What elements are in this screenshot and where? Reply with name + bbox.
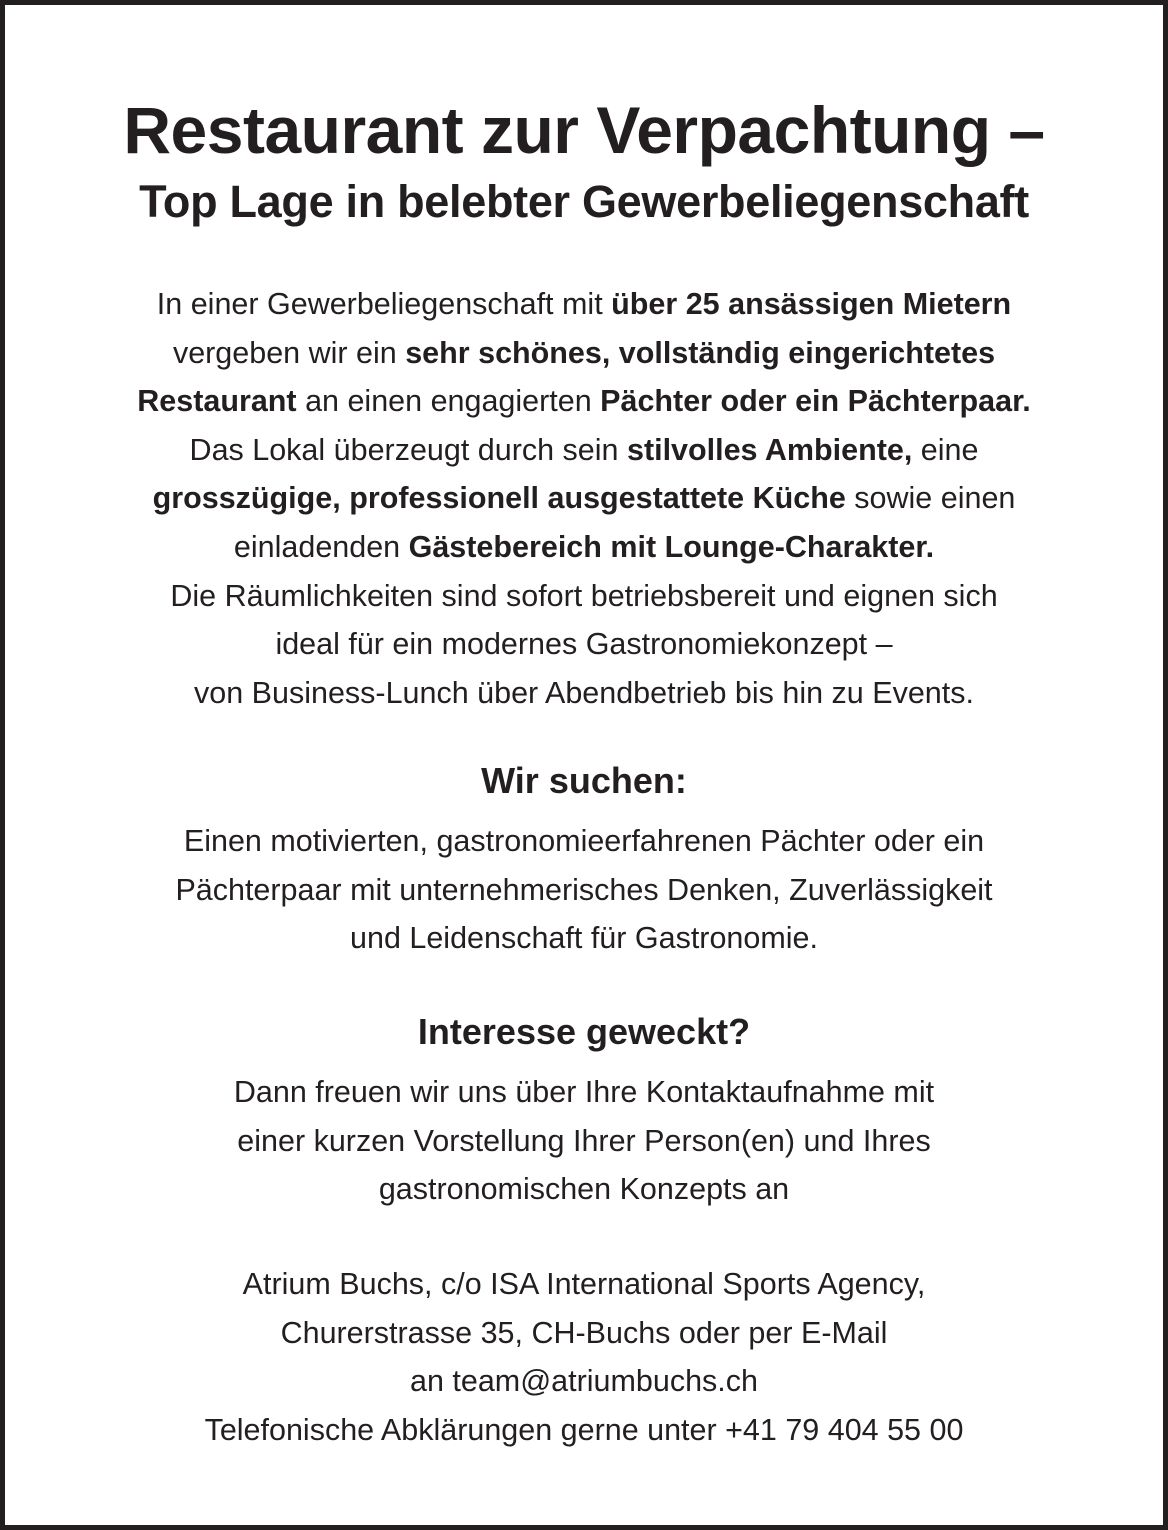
intro-line — [5, 377, 1163, 426]
interest-line: einer kurzen Vorstellung Ihrer Person(en) und Ihres — [237, 1123, 931, 1158]
text: Telefonische Abklärungen gerne unter — [204, 1412, 726, 1447]
seek-heading: Wir suchen: — [481, 760, 687, 801]
intro-line — [5, 280, 1163, 329]
interest-line: Dann freuen wir uns über Ihre Kontaktaufnahme mit — [233, 1075, 935, 1109]
bold-text: Restaurant — [137, 384, 297, 419]
intro-line — [5, 329, 1163, 378]
seek-line: Pächterpaar mit unternehmerisches Denken, Zuverlässigkeit — [175, 872, 993, 907]
intro-line — [5, 523, 1163, 572]
interest-heading: Interesse geweckt? — [417, 1011, 751, 1052]
bold-text: stilvolles Ambiente, — [626, 432, 913, 467]
interest-line: gastronomischen Konzepts an — [378, 1172, 790, 1207]
page-title: Restaurant zur Verpachtung – — [123, 93, 1045, 167]
text: eine — [912, 432, 979, 467]
email-address: team@atriumbuchs.ch — [452, 1364, 758, 1399]
text: Das Lokal überzeugt durch sein — [189, 432, 627, 467]
contact-email-line — [5, 1357, 1163, 1406]
phone-number: +41 79 404 55 00 — [725, 1412, 964, 1447]
intro-line — [5, 474, 1163, 523]
text: an einen engagierten — [296, 384, 601, 419]
contact-phone-line — [5, 1406, 1163, 1455]
intro-line: Die Räumlichkeiten sind sofort betriebsbereit und eignen sich — [170, 578, 998, 613]
bold-text: über 25 ansässigen Mietern — [611, 287, 1012, 321]
intro-line: ideal für ein modernes Gastronomiekonzept – — [275, 627, 893, 662]
bold-text: grosszügige, professionell ausgestattete Küche — [152, 481, 846, 516]
text: einladenden — [233, 529, 409, 564]
intro-line — [5, 426, 1163, 475]
seek-line: und Leidenschaft für Gastronomie. — [350, 921, 818, 956]
text: vergeben wir ein — [172, 335, 406, 370]
contact-address-line: Churerstrasse 35, CH-Buchs oder per E-Mail — [280, 1315, 888, 1350]
intro-line: von Business-Lunch über Abendbetrieb bis hin zu Events. — [194, 675, 974, 710]
intro-paragraph — [5, 280, 1163, 717]
bold-text: sehr schönes, vollständig eingerichtetes — [405, 335, 996, 370]
bold-text: Pächter oder ein Pächterpaar. — [600, 384, 1031, 419]
contact-block — [5, 1260, 1163, 1454]
bold-text: Gästebereich mit Lounge-Charakter. — [408, 529, 935, 564]
page-subtitle: Top Lage in belebter Gewerbeliegenschaft — [139, 176, 1029, 227]
text: an — [410, 1364, 453, 1399]
interest-paragraph — [5, 1068, 1163, 1214]
seek-line: Einen motivierten, gastronomieerfahrenen Pächter oder ein — [183, 824, 985, 858]
text: sowie einen — [845, 481, 1016, 516]
seek-paragraph — [5, 817, 1163, 963]
contact-address-line: Atrium Buchs, c/o ISA International Sports Agency, — [242, 1267, 926, 1301]
text: In einer Gewerbeliegenschaft mit — [156, 287, 612, 321]
